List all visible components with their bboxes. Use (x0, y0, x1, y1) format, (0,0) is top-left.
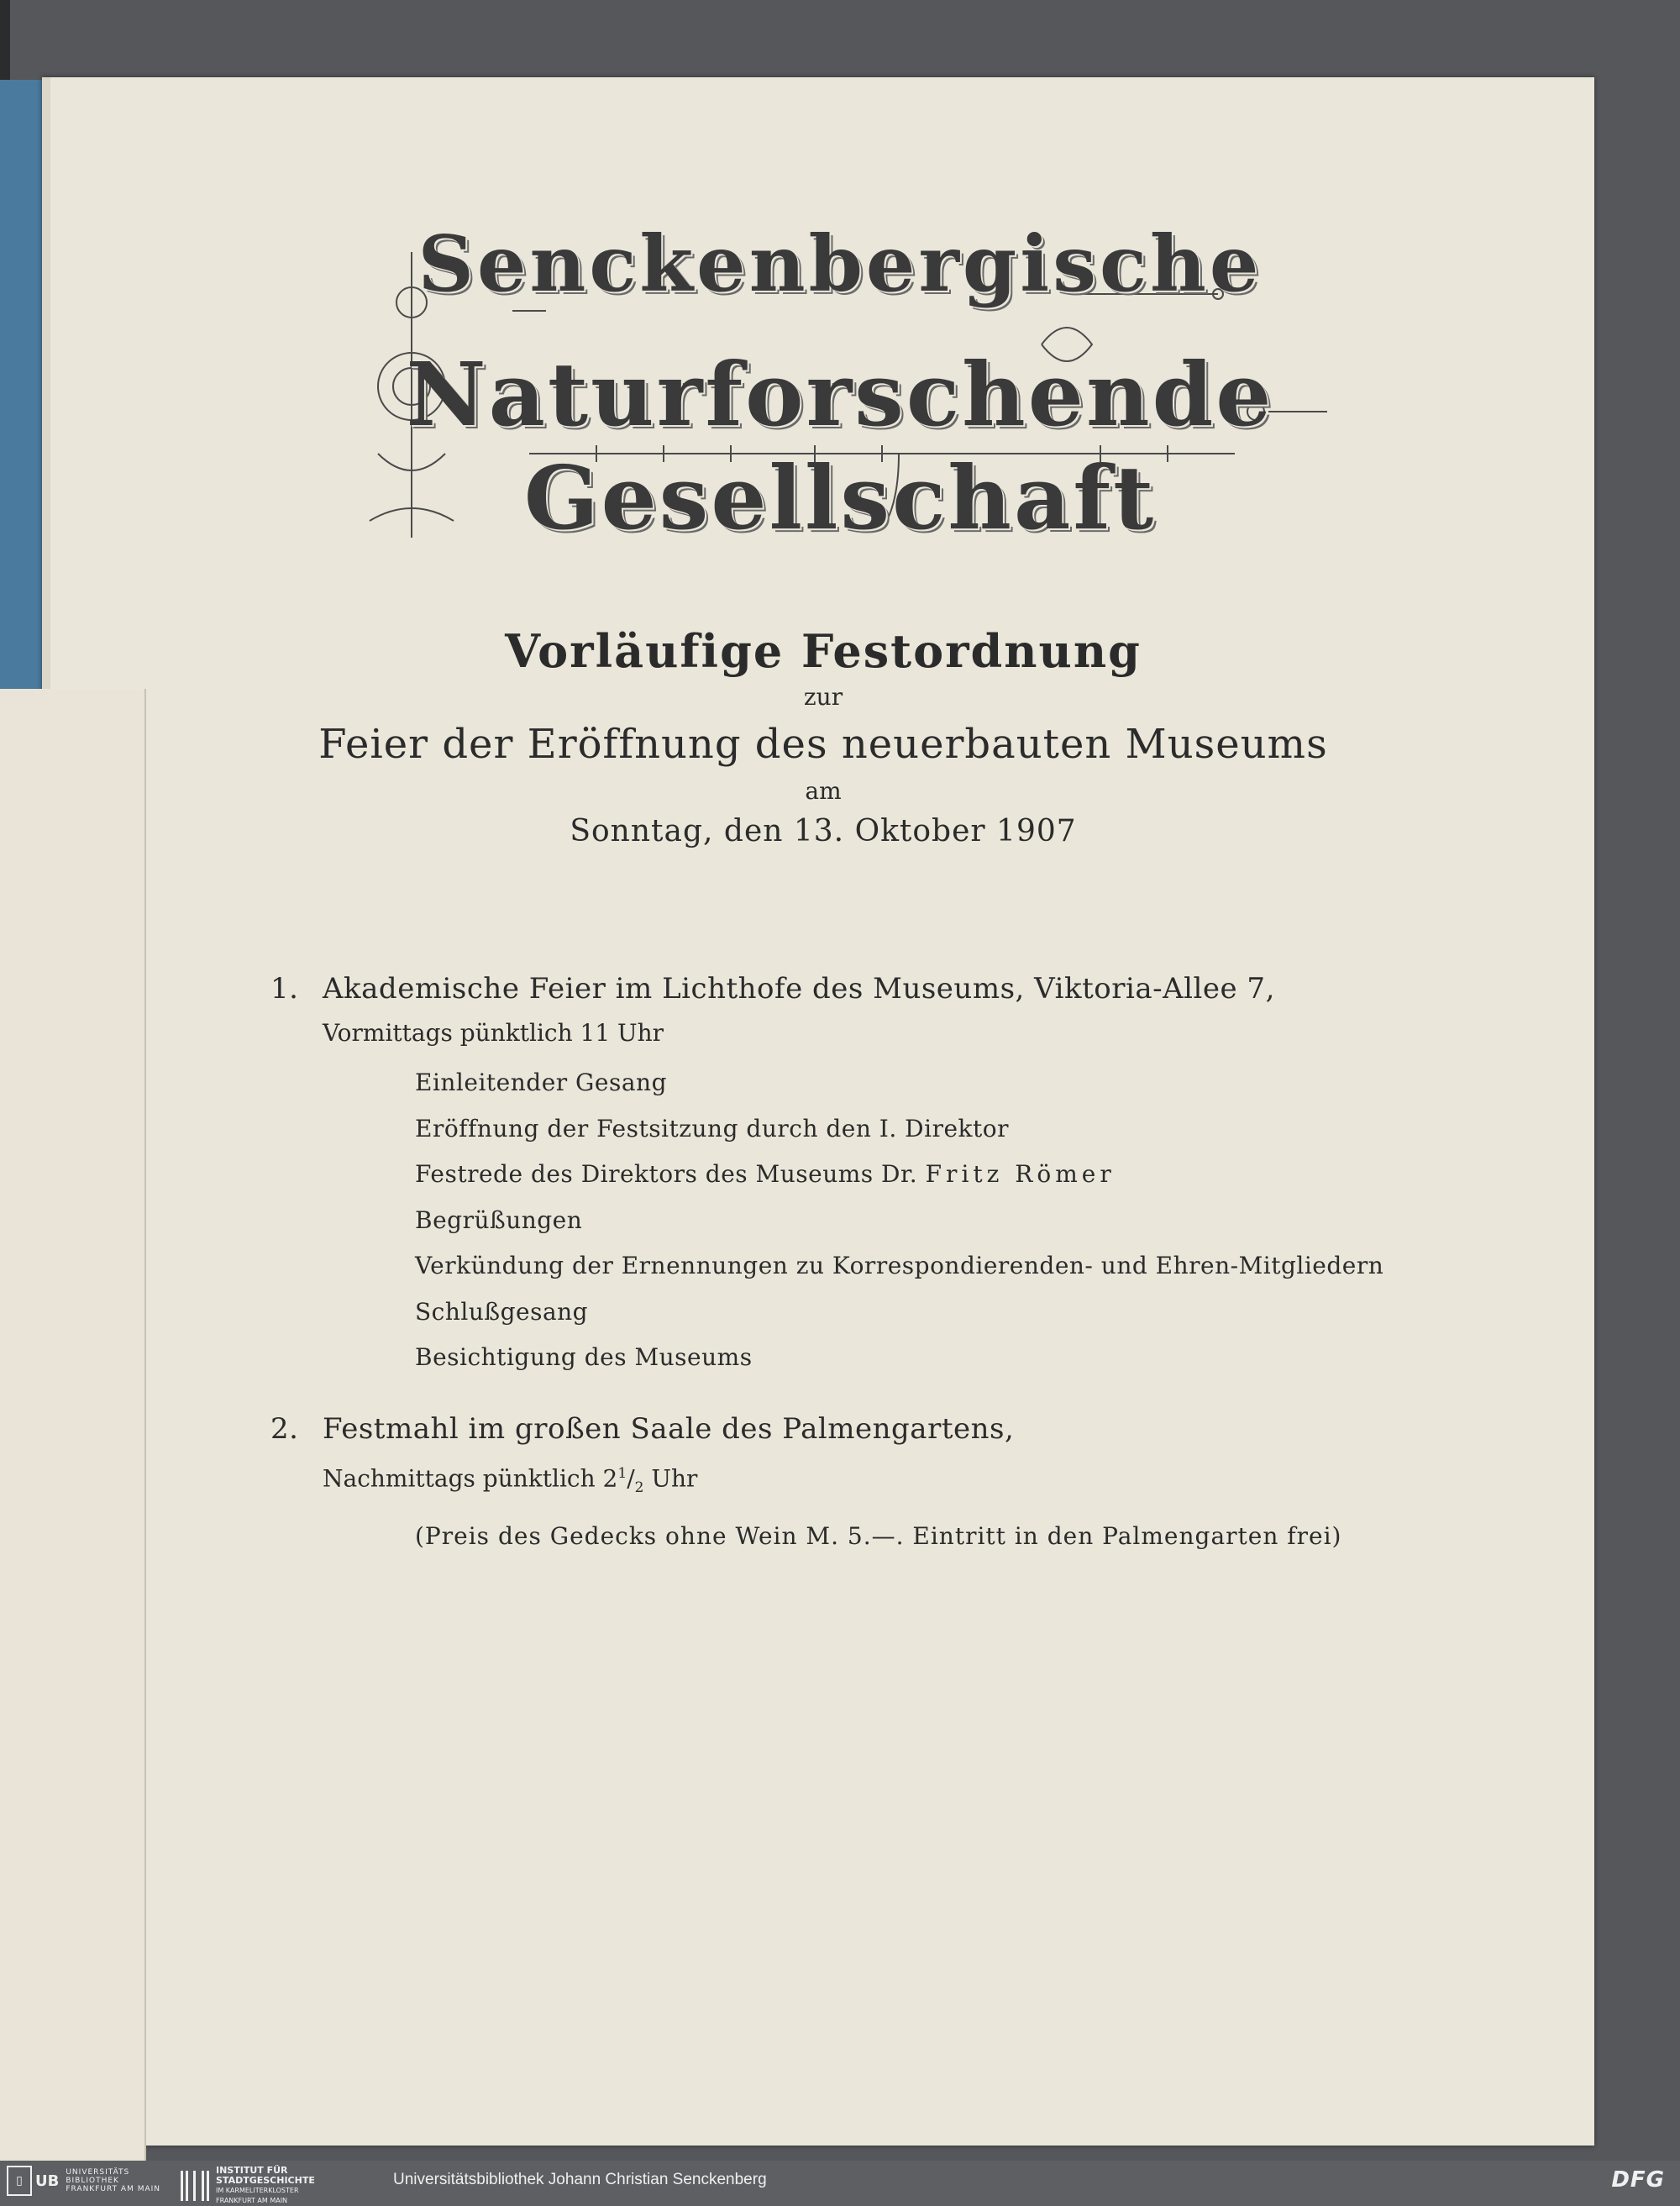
ifs-logo-line: FRANKFURT AM MAIN (216, 2197, 288, 2204)
list-item (415, 1152, 1497, 1198)
program-item-1-subitems (270, 1060, 1497, 1381)
program-item-number: 1. (270, 972, 299, 1006)
blue-cover-edge (0, 80, 45, 693)
library-label: Universitätsbibliothek Johann Christian Senckenberg (393, 2171, 767, 2188)
speaker-name: Fritz Römer (925, 1160, 1116, 1188)
document-subtitle: Feier der Eröffnung des neuerbauten Museums (318, 721, 1328, 768)
program-item-1-time: Vormittags pünktlich 11 Uhr (323, 1019, 664, 1047)
ub-logo-line: FRANKFURT AM MAIN (66, 2185, 161, 2193)
list-item: Verkündung der Ernennungen zu Korrespondierenden- und Ehren-Mitgliedern (415, 1252, 1384, 1279)
ifs-logo-text (216, 2166, 315, 2206)
list-item: Schlußgesang (415, 1297, 589, 1326)
ifs-logo-line: INSTITUT FÜR (216, 2165, 288, 2176)
time-suffix: Uhr (651, 1463, 698, 1492)
title-block (134, 622, 1512, 855)
connector-am: am (805, 777, 842, 805)
ifs-logo (181, 2166, 315, 2206)
program-item-title: Akademische Feier im Lichthofe des Museums, Viktoria-Allee 7, (323, 972, 1275, 1006)
ub-logo-mark: ▯ (7, 2166, 32, 2196)
ub-logo-text (66, 2168, 160, 2193)
dfg-logo: DFG (1611, 2167, 1665, 2193)
event-date: Sonntag, den 13. Oktober 1907 (570, 814, 1077, 848)
time-prefix: Nachmittags pünktlich 2 (323, 1463, 618, 1492)
ub-logo-line: UNIVERSITÄTS (66, 2168, 130, 2177)
program-item-2-time: Nachmittags pünktlich $2^1/_2$ Uhr (323, 1463, 698, 1496)
list-item-text: Festrede des Direktors des Museums Dr. (415, 1160, 918, 1188)
list-item: Besichtigung des Museums (415, 1343, 753, 1371)
list-item: Einleitender Gesang (415, 1069, 667, 1096)
masthead-line-2: Naturforschende Gesellschaft (406, 343, 1274, 549)
columns-icon (181, 2171, 209, 2201)
masthead (344, 202, 1336, 549)
ub-logo-short: UB (35, 2172, 60, 2190)
section-gap (270, 1381, 1497, 1406)
program-item-2-heading (270, 1406, 1497, 1452)
connector-zur: zur (803, 683, 843, 711)
list-item: Eröffnung der Festsitzung durch den I. Direktor (415, 1114, 1009, 1142)
ub-logo (7, 2166, 160, 2196)
fraction-numerator: 1 (617, 1464, 627, 1482)
program-item-2-note: (Preis des Gedecks ohne Wein M. 5.—. Eintritt in den Palmengarten frei) (415, 1522, 1342, 1551)
underlying-sheet (0, 689, 146, 2161)
program-item-number: 2. (270, 1411, 299, 1446)
list-item: Begrüßungen (415, 1205, 583, 1234)
program-item-title: Festmahl im großen Saale des Palmengartens, (323, 1411, 1015, 1446)
fraction-denominator: 2 (634, 1479, 644, 1496)
document-title: Vorläufige Festordnung (505, 624, 1142, 678)
ifs-logo-line: STADTGESCHICHTE (216, 2175, 315, 2186)
footer-bar (0, 2161, 1680, 2204)
masthead-line-1: Senckenbergische (417, 218, 1263, 309)
ifs-logo-line: IM KARMELITERKLOSTER (216, 2187, 299, 2194)
ub-logo-line: BIBLIOTHEK (66, 2177, 119, 2185)
program-item-1-heading (270, 966, 1497, 1011)
program-list (270, 966, 1497, 1559)
